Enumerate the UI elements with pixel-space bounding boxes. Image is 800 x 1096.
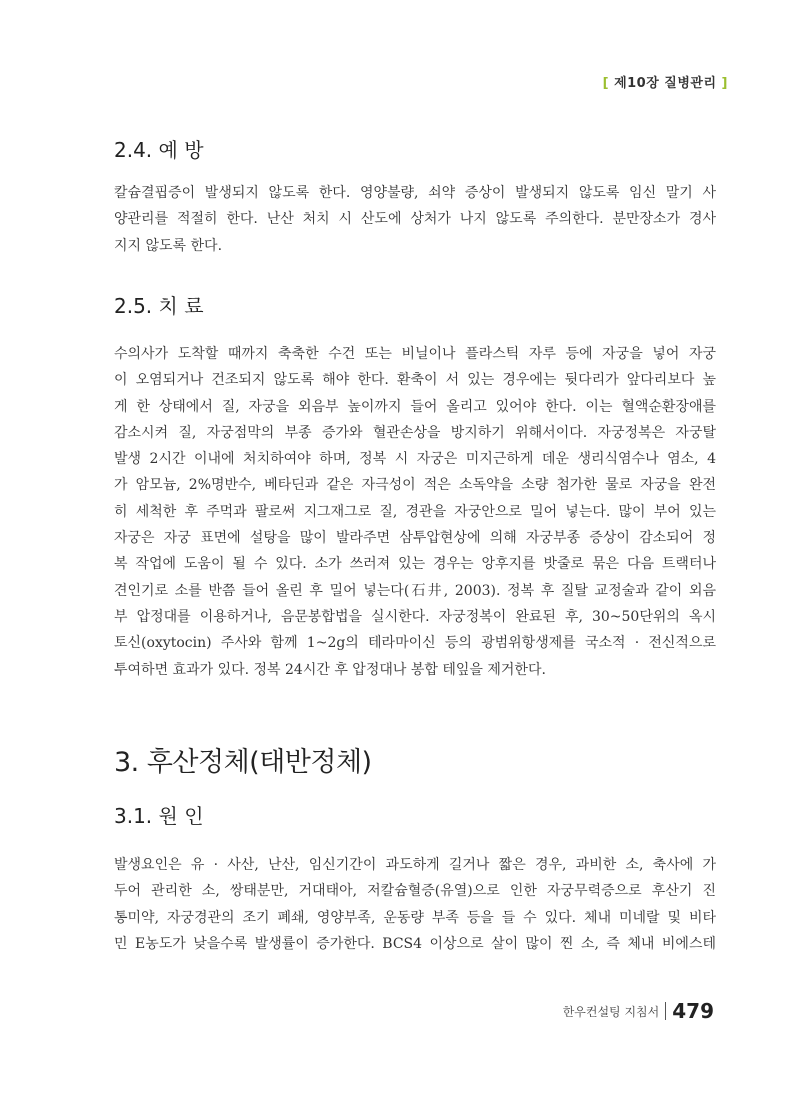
text-line: 복 작업에 도움이 될 수 있다. 소가 쓰러져 있는 경우는 앙후지를 밧줄로 묶은 다음 트랙터나 [114, 556, 716, 573]
chapter-label: [ 제10장 질병관리 ] [602, 76, 728, 91]
section-heading-2-5: 2.5. 치 료 [114, 294, 204, 318]
paragraph-prevention [114, 180, 716, 259]
text-line: 민 E농도가 낮을수록 발생률이 증가한다. BCS4 이상으로 살이 많이 찐 소, 즉 체내 비에스테 [114, 935, 716, 952]
footer-divider [665, 1002, 666, 1020]
text-line: 발생요인은 유 · 사산, 난산, 임신기간이 과도하게 길거나 짧은 경우, 과비한 소, 축사에 가 [114, 857, 716, 873]
text-line: 이 오염되거나 건조되지 않도록 해야 한다. 환축이 서 있는 경우에는 뒷다리가 앞다리보다 높 [114, 372, 716, 389]
text-line: 견인기로 소를 반쯤 들어 올린 후 밀어 넣는다(石井, 2003). 정복 후 질탈 교정술과 같이 외음 [114, 582, 716, 599]
text-line: 토신(oxytocin) 주사와 함께 1~2g의 테라마이신 등의 광범위항생제를 국소적 · 전신적으로 [114, 635, 716, 652]
text-line: 투여하면 효과가 있다. 정복 24시간 후 압정대나 봉합 테잎을 제거한다. [114, 661, 546, 678]
section-heading-3: 3. 후산정체(태반정체) [114, 747, 372, 778]
page-footer [563, 999, 714, 1023]
section-heading-2-4: 2.4. 예 방 [114, 138, 204, 162]
chapter-title: 제10장 질병관리 [614, 76, 717, 91]
paragraph-treatment [114, 341, 716, 683]
text-line: 수의사가 도착할 때까지 축축한 수건 또는 비닐이나 플라스틱 자루 등에 자궁을 넣어 자궁 [114, 346, 716, 362]
text-line: 부 압정대를 이용하거나, 음문봉합법을 실시한다. 자궁정복이 완료된 후, 30~50단위의 옥시 [114, 608, 716, 625]
text-line: 자궁은 자궁 표면에 설탕을 많이 발라주면 삼투압현상에 의해 자궁부종 증상이 감소되어 정 [114, 530, 716, 547]
text-line: 게 한 상태에서 질, 자궁을 외음부 높이까지 들어 올리고 있어야 한다. 이는 혈액순환장애를 [114, 398, 716, 415]
text-line: 가 암모늄, 2%명반수, 베타딘과 같은 자극성이 적은 소독약을 소량 첨가한 물로 자궁을 완전 [114, 477, 716, 494]
text-line: 양관리를 적절히 한다. 난산 처치 시 산도에 상처가 나지 않도록 주의한다. 분만장소가 경사 [114, 211, 716, 228]
text-line: 두어 관리한 소, 쌍태분만, 거대태아, 저칼슘혈증(유열)으로 인한 자궁무력증으로 후산기 진 [114, 883, 716, 900]
text-line: 감소시켜 질, 자궁점막의 부종 증가와 혈관손상을 방지하기 위해서이다. 자궁정복은 자궁탈 [114, 424, 716, 441]
text-line: 칼슘결핍증이 발생되지 않도록 한다. 영양불량, 쇠약 증상이 발생되지 않도록 임신 말기 사 [114, 185, 716, 201]
paragraph-causes [114, 852, 716, 957]
text-line: 통미약, 자궁경관의 조기 폐쇄, 영양부족, 운동량 부족 등을 들 수 있다. 체내 미네랄 및 비타 [114, 909, 716, 926]
page-number: 479 [672, 999, 714, 1023]
text-line: 히 세척한 후 주먹과 팔로써 지그재그로 질, 경관을 자궁안으로 밀어 넣는다. 많이 부어 있는 [114, 503, 716, 520]
text-line: 발생 2시간 이내에 처치하여야 하며, 정복 시 자궁은 미지근하게 데운 생리식염수나 염소, 4 [114, 451, 716, 468]
text-line: 지지 않도록 한다. [114, 237, 223, 254]
book-title: 한우컨설팅 지침서 [562, 1004, 660, 1019]
section-heading-3-1: 3.1. 원 인 [114, 804, 204, 828]
